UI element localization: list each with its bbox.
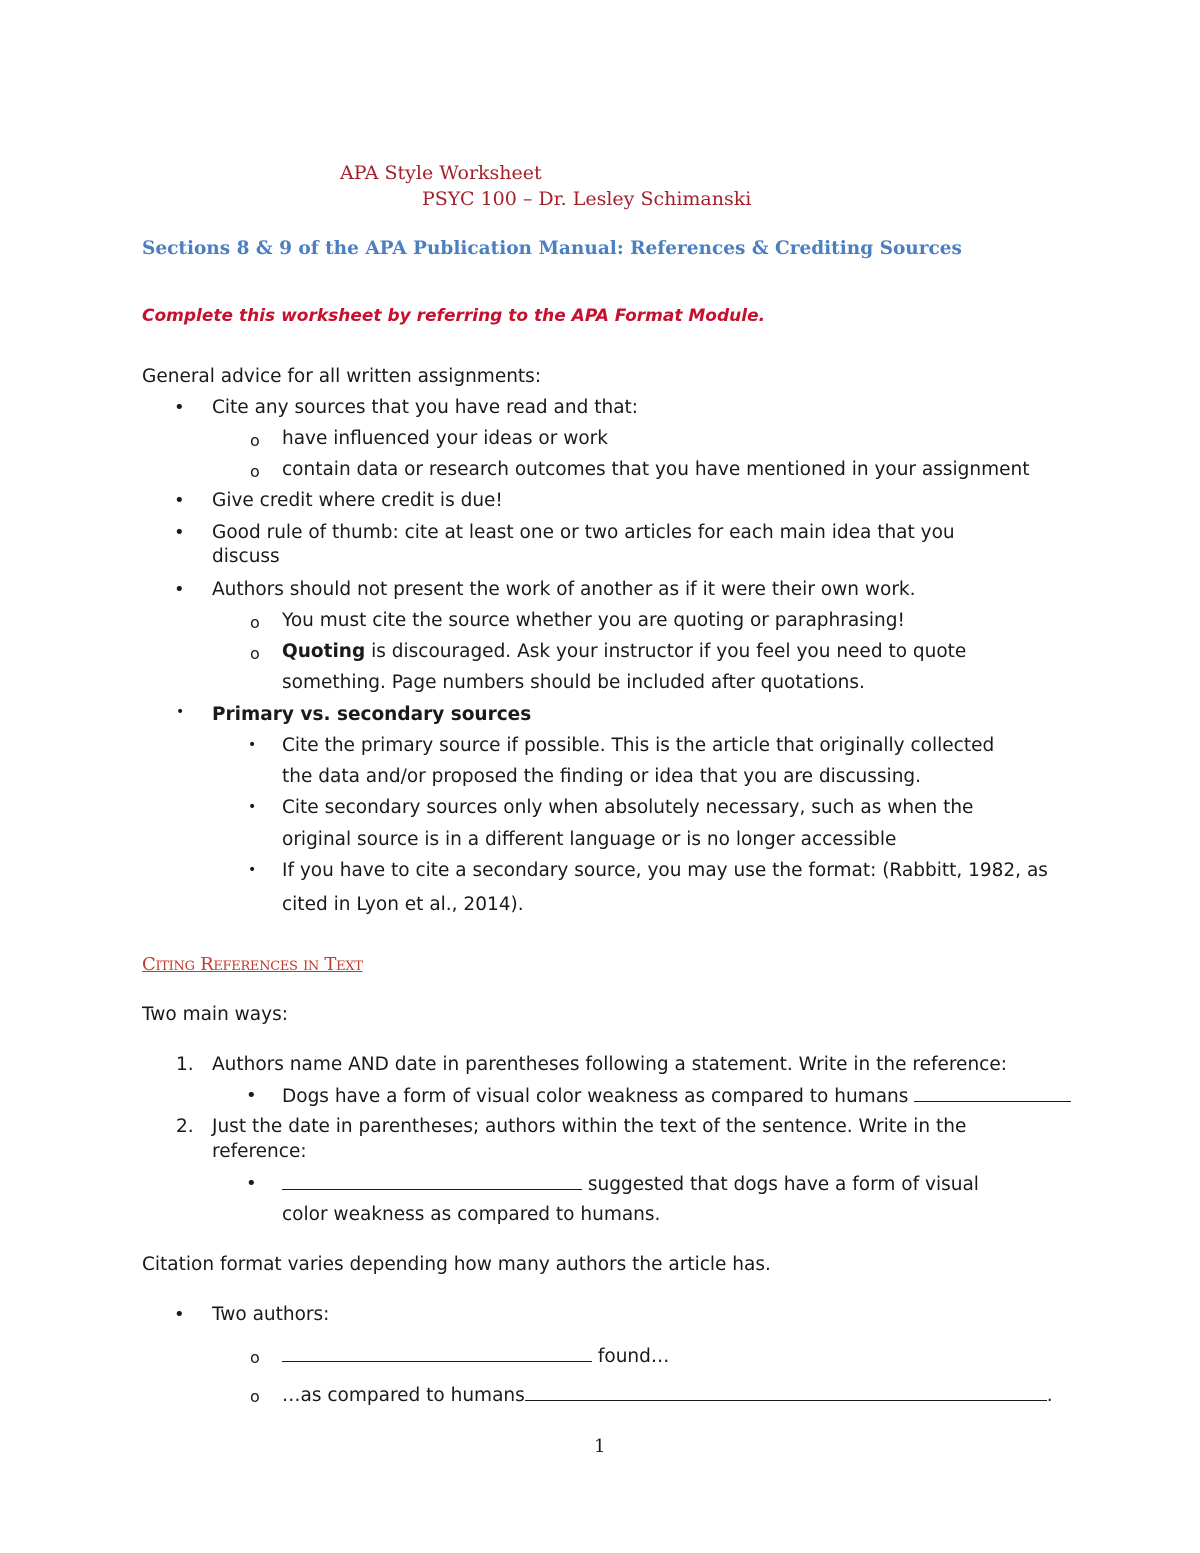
advice-bullet-rule-of-thumb: Good rule of thumb: cite at least one or two articles for each main idea that you (212, 522, 955, 543)
bullet-marker: • (176, 704, 185, 720)
citing-way-1-example (282, 1085, 1071, 1107)
citing-way-2-cont: reference: (212, 1141, 307, 1162)
bullet-marker: • (174, 490, 185, 511)
citing-intro: Two main ways: (142, 1004, 288, 1025)
citing-section-title: Citing References in Text (142, 954, 363, 975)
sections-heading: Sections 8 & 9 of the APA Publication Manual: References & Crediting Sources (142, 238, 962, 259)
numbered-marker: 2. (176, 1116, 194, 1137)
advice-sub-primary-cont: the data and/or proposed the finding or idea that you are discussing. (282, 766, 922, 787)
advice-sub-data: contain data or research outcomes that you have mentioned in your assignment (282, 459, 1030, 480)
worksheet-title: APA Style Worksheet (340, 162, 542, 184)
citing-way-1: Authors name AND date in parentheses following a statement. Write in the reference: (212, 1054, 1007, 1075)
bullet-marker: • (174, 397, 185, 418)
two-authors-example-2 (282, 1384, 1053, 1406)
advice-bullet-rule-of-thumb-cont: discuss (212, 546, 280, 567)
advice-sub-secondary-format: If you have to cite a secondary source, you may use the format: (Rabbitt, 1982, as (282, 860, 1048, 881)
sub-bullet-marker: o (250, 462, 260, 481)
advice-sub-secondary: Cite secondary sources only when absolutely necessary, such as when the (282, 797, 974, 818)
bullet-marker: • (248, 862, 257, 878)
bullet-marker: • (174, 522, 185, 543)
advice-sub-must-cite: You must cite the source whether you are quoting or paraphrasing! (282, 610, 905, 631)
bullet-marker: • (174, 579, 185, 600)
bullet-marker: • (248, 737, 257, 753)
numbered-marker: 1. (176, 1054, 194, 1075)
course-line: PSYC 100 – Dr. Lesley Schimanski (422, 188, 752, 210)
instruction-text: Complete this worksheet by referring to the APA Format Module. (142, 306, 766, 326)
quoting-rest: is discouraged. Ask your instructor if you feel you need to quote (365, 641, 967, 662)
bullet-marker: • (246, 1085, 257, 1106)
period: . (1046, 1385, 1053, 1406)
advice-sub-influenced: have influenced your ideas or work (282, 428, 608, 449)
quoting-bold: Quoting (282, 641, 366, 662)
sub-bullet-marker: o (250, 1387, 260, 1406)
advice-sub-secondary-format-cont: cited in Lyon et al., 2014). (282, 894, 524, 915)
two-authors-label: Two authors: (212, 1304, 330, 1325)
page-number: 1 (594, 1436, 606, 1457)
advice-bullet-credit: Give credit where credit is due! (212, 490, 503, 511)
advice-sub-secondary-cont: original source is in a different language or is no longer accessible (282, 829, 897, 850)
advice-bullet-cite-sources: Cite any sources that you have read and that: (212, 397, 639, 418)
advice-sub-primary: Cite the primary source if possible. This is the article that originally collected (282, 735, 995, 756)
authors-blank[interactable] (282, 1173, 582, 1190)
found-text: found… (592, 1346, 670, 1367)
advice-sub-quoting-cont: something. Page numbers should be included after quotations. (282, 672, 865, 693)
advice-bullet-primary-secondary: Primary vs. secondary sources (212, 704, 532, 725)
sub-bullet-marker: o (250, 1348, 260, 1367)
example-sentence: Dogs have a form of visual color weakness as compared to humans (282, 1086, 909, 1107)
sub-bullet-marker: o (250, 613, 260, 632)
bullet-marker: • (174, 1304, 185, 1325)
advice-bullet-authors: Authors should not present the work of another as if it were their own work. (212, 579, 916, 600)
two-authors-example-1 (282, 1345, 669, 1367)
two-authors-reference-blank[interactable] (525, 1384, 1047, 1401)
bullet-marker: • (248, 799, 257, 815)
citing-way-2: Just the date in parentheses; authors within the text of the sentence. Write in the (212, 1116, 967, 1137)
advice-sub-quoting (282, 641, 966, 662)
advice-intro: General advice for all written assignments: (142, 366, 542, 387)
bullet-marker: • (246, 1173, 257, 1194)
compared-text: …as compared to humans (282, 1385, 525, 1406)
sub-bullet-marker: o (250, 431, 260, 450)
example-sentence: suggested that dogs have a form of visual (582, 1174, 979, 1195)
citation-format-note: Citation format varies depending how many authors the article has. (142, 1254, 771, 1275)
sub-bullet-marker: o (250, 644, 260, 663)
reference-blank[interactable] (914, 1085, 1071, 1102)
citing-way-2-example-cont: color weakness as compared to humans. (282, 1204, 661, 1225)
two-authors-blank[interactable] (282, 1345, 592, 1362)
citing-way-2-example (282, 1173, 979, 1195)
